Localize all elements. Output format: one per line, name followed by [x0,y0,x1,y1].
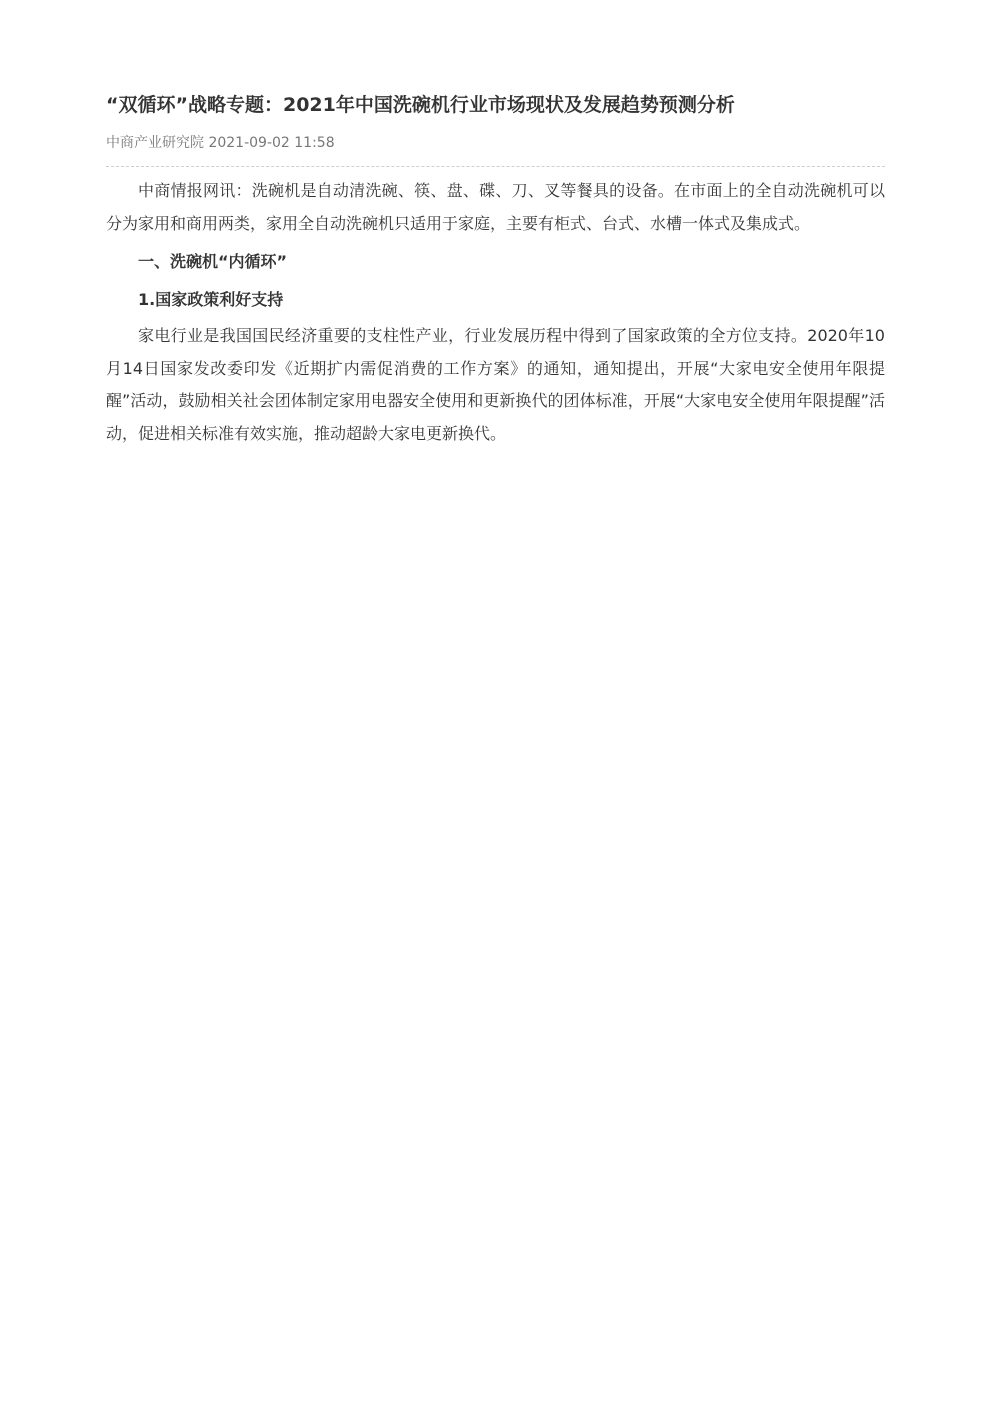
section-heading: 一、洗碗机“内循环” [138,252,288,271]
paragraph-intro: 中商情报网讯：洗碗机是自动清洗碗、筷、盘、碟、刀、叉等餐具的设备。在市面上的全自动洗碗机可以分为家用和商用两类，家用全自动洗碗机只适用于家庭，主要有柜式、台式、水槽一体式及集成式。 [106,181,885,233]
article-body [106,175,885,450]
article-title: “双循环”战略专题：2021年中国洗碗机行业市场现状及发展趋势预测分析 [106,94,735,116]
article-meta: 中商产业研究院 2021-09-02 11:58 [106,135,335,151]
paragraph-policy: 家电行业是我国国民经济重要的支柱性产业，行业发展历程中得到了国家政策的全方位支持。2020年10月14日国家发改委印发《近期扩内需促消费的工作方案》的通知，通知提出，开展“大家电安全使用年限提醒”活动，鼓励相关社会团体制定家用电器安全使用和更新换代的团体标准，开展“大家电安全使用年限提醒”活动，促进相关标准有效实施，推动超龄大家电更新换代。 [106,326,885,443]
article [106,90,885,450]
subsection-heading: 1.国家政策利好支持 [138,290,284,309]
title-divider [106,166,885,167]
